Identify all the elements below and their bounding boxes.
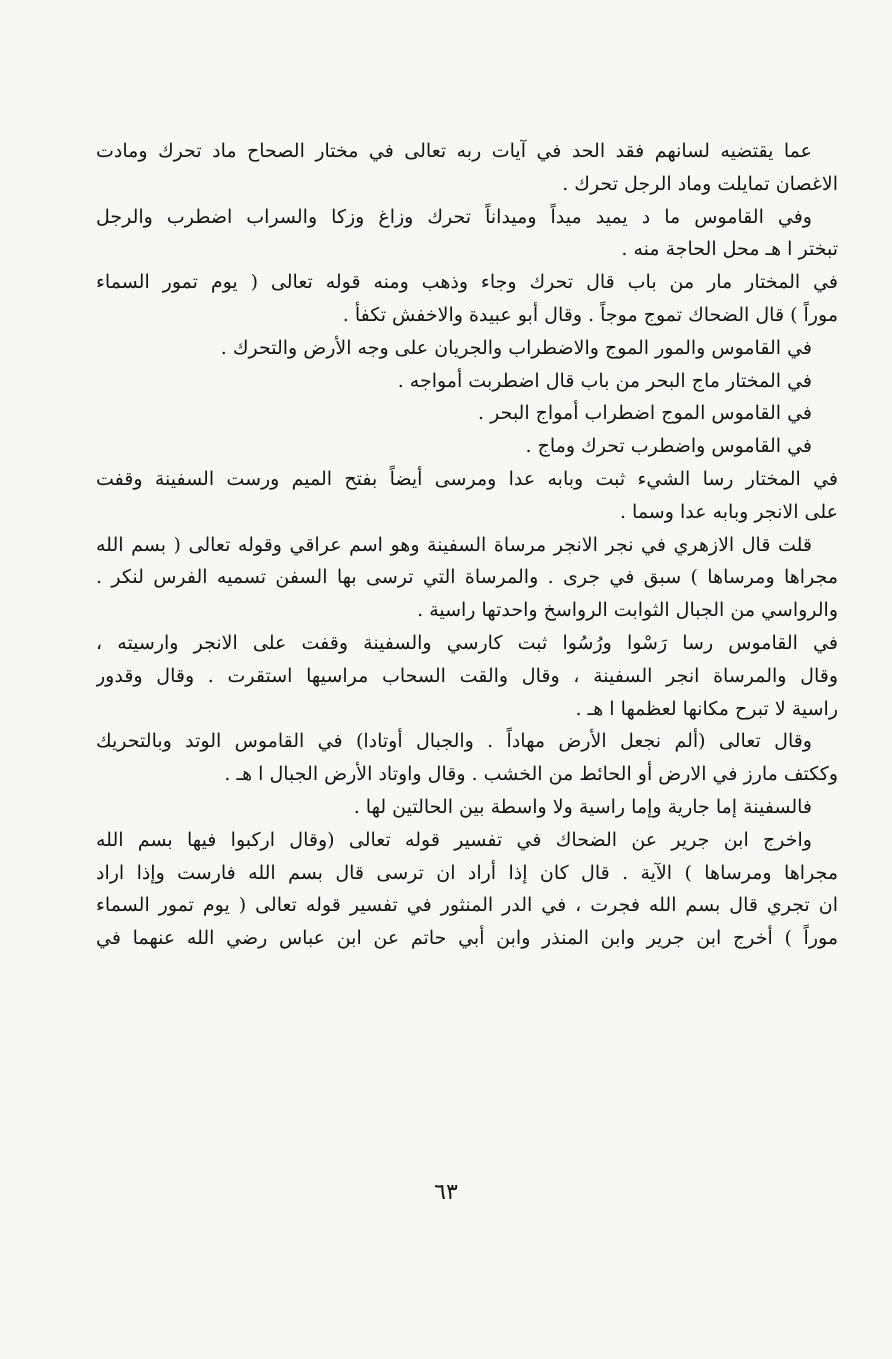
body-text [96, 135, 838, 955]
text-line: عما يقتضيه لسانهم فقد الحد في آيات ربه تعالى في مختار الصحاح ماد تحرك ومادت [96, 140, 812, 162]
page-number: ٦٣ [434, 1180, 458, 1205]
text-line: في القاموس الموج اضطراب أمواج البحر . [478, 402, 812, 425]
text-line: في المختار ماج البحر من باب قال اضطربت أمواجه . [397, 369, 812, 392]
text-line: قلت قال الازهري في نجر الانجر مرساة السفينة وهو اسم عراقي وقوله تعالى ( بسم الله [96, 533, 812, 556]
text-line: ان تجري قال بسم الله فجرت ، في الدر المنثور في تفسير قوله تعالى ( يوم تمور السماء [96, 894, 838, 917]
text-line: موراً ) أخرج ابن جرير وابن المنذر وابن أبي حاتم عن ابن عباس رضي الله عنهما في [96, 927, 838, 950]
text-line: في القاموس رسا رَسْوا ورُسُوا ثبت كارسي والسفينة وقفت على الانجر وارسيته ، [96, 631, 838, 654]
text-line: موراً ) قال الضحاك تموج موجاً . وقال أبو عبيدة والاخفش تكفأ . [342, 303, 838, 326]
text-line: وقال والمرساة انجر السفينة ، وقال والقت السحاب مراسيها استقرت . وقال وقدور [96, 664, 838, 687]
text-line: راسية لا تبرح مكانها لعظمها ا هـ . [575, 697, 838, 720]
text-line: وفي القاموس ما د يميد ميداً وميداناً تحرك وزاغ وزكا والسراب اضطرب والرجل [96, 205, 812, 228]
text-line: في القاموس واضطرب تحرك وماج . [525, 435, 812, 458]
text-line: الاغصان تمايلت وماد الرجل تحرك . [562, 172, 838, 195]
text-line: في المختار رسا الشيء ثبت وبابه عدا ومرسى أيضاً بفتح الميم ورست السفينة وقفت [96, 467, 838, 490]
text-line: تبختر ا هـ محل الحاجة منه . [621, 238, 838, 261]
text-line: فالسفينة إما جارية وإما راسية ولا واسطة بين الحالتين لها . [353, 795, 812, 818]
text-line: على الانجر وبابه عدا وسما . [619, 500, 838, 523]
text-line: في المختار مار من باب قال تحرك وجاء وذهب ومنه قوله تعالى ( يوم تمور السماء [96, 271, 838, 294]
text-line: واخرج ابن جرير عن الضحاك في تفسير قوله تعالى (وقال اركبوا فيها بسم الله [96, 828, 812, 851]
text-line: مجراها ومرساها ) سبق في جرى . والمرساة التي ترسى بها السفن تسميه الفرس لنكر . [96, 566, 838, 589]
text-line: وقال تعالى (ألم نجعل الأرض مهاداً . والجبال أوتادا) في القاموس الوتد وبالتحريك [96, 730, 812, 753]
text-line: مجراها ومرساها ) الآية . قال كان إذا أراد ان ترسى قال بسم الله فارست وإذا اراد [96, 861, 838, 884]
text-line: في القاموس والمور الموج والاضطراب والجريان على وجه الأرض والتحرك . [220, 336, 812, 359]
text-line: والرواسي من الجبال الثوابت الرواسخ واحدتها راسية . [417, 599, 838, 622]
text-line: وككتف مارز في الارض أو الحائط من الخشب . وقال واوتاد الأرض الجبال ا هـ . [224, 763, 838, 786]
